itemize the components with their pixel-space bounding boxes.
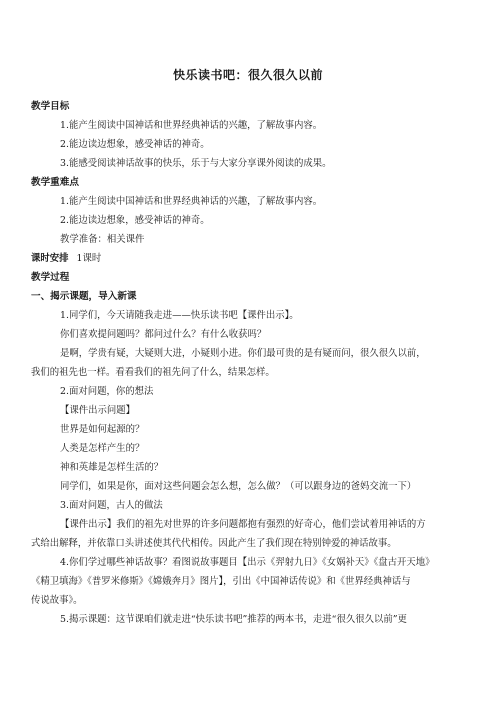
process-line: 【课件出示】我们的祖先对世界的许多问题都抱有强烈的好奇心，他们尝试着用神话的方 [60,519,426,530]
process-line: 同学们，如果是你，面对这些问题会怎么想，怎么做？（可以跟身边的爸妈交流一下） [60,481,417,492]
keypoint-item: 2.能边读边想象，感受神话的神奇。 [60,215,210,226]
schedule-value: 1课时 [76,253,102,264]
process-section-1: 一、揭示课题，导入新课 [31,291,137,302]
schedule-label: 课时安排 [31,253,69,264]
section-heading-goals: 教学目标 [31,101,70,112]
section-heading-process: 教学过程 [31,272,70,283]
process-line: 我们的祖先也一样。看看我们的祖先问了什么，结果怎样。 [31,367,275,378]
process-line: 【课件出示问题】 [60,405,136,416]
process-line: 人类是怎样产生的？ [60,443,145,454]
process-line: 5.揭示课题：这节课咱们就走进“快乐读书吧”推荐的两本书，走进“很久很久以前”更 [60,614,407,625]
goal-item: 2.能边读边想象，感受神话的神奇。 [60,139,210,150]
goal-item: 3.能感受阅读神话故事的快乐，乐于与大家分享课外阅读的成果。 [60,158,332,169]
process-line: 《精卫填海》《普罗米修斯》《嫦娥奔月》图片】，引出《中国神话传说》和《世界经典神话与 [31,576,411,587]
schedule-line [31,249,467,268]
goal-item: 1.能产生阅读中国神话和世界经典神话的兴趣，了解故事内容。 [60,120,323,131]
process-line: 神和英雄是怎样生活的？ [60,462,164,473]
process-line: 是啊，学贵有疑，大疑则大进，小疑则小进。你们最可贵的是有疑而问，很久很久以前， [60,348,426,359]
teaching-prep: 教学准备：相关课件 [60,234,145,245]
keypoint-item: 1.能产生阅读中国神话和世界经典神话的兴趣，了解故事内容。 [60,196,323,207]
process-line: 世界是如何起源的？ [60,424,145,435]
process-line: 3.面对问题，古人的做法 [60,500,163,511]
process-line: 4.你们学过哪些神话故事？看图说故事题目【出示《羿射九日》《女娲补天》《盘古开天地》 [60,557,435,568]
process-line: 2.面对问题，你的想法 [60,386,154,397]
section-heading-keypoints: 教学重难点 [31,177,79,188]
document-body [31,97,467,629]
process-line: 1.同学们，今天请随我走进——快乐读书吧【课件出示】。 [60,310,299,321]
page-title: 快乐读书吧：很久很久以前 [172,68,323,82]
process-line: 你们喜欢提问题吗？都问过什么？有什么收获吗？ [60,329,267,340]
process-line: 传说故事》。 [31,595,83,606]
process-line: 式给出解释，并依靠口头讲述使其代代相传。因此产生了我们现在特别钟爱的神话故事。 [31,538,397,549]
